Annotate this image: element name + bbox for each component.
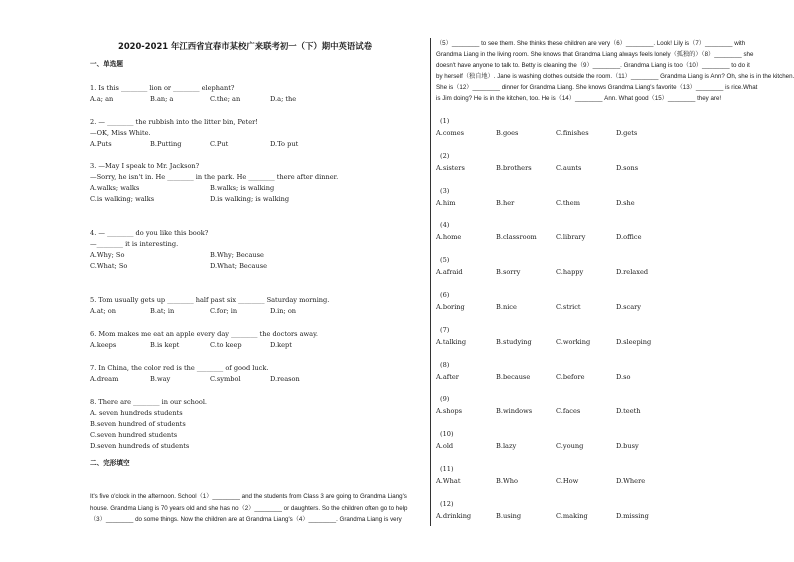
- cloze-option: D.missing: [616, 511, 649, 520]
- cloze-option: A.boring: [436, 303, 465, 311]
- cloze-option: C.How: [556, 477, 579, 485]
- cloze-option: C.young: [556, 442, 584, 451]
- answer-option: C.What; So: [90, 262, 128, 270]
- cloze-option: B.sorry: [496, 268, 521, 277]
- question-stem: —________ it is interesting.: [90, 240, 179, 248]
- cloze-option: D.teeth: [616, 407, 641, 416]
- cloze-question-number: (8): [440, 360, 450, 369]
- answer-option: D.a; the: [270, 95, 297, 103]
- cloze-option: C.finishes: [556, 129, 589, 137]
- answer-option: D.seven hundreds of students: [90, 442, 190, 450]
- cloze-option: A.What: [436, 477, 461, 485]
- question-stem: 1. Is this ________ lion or ________ elephant?: [90, 84, 235, 92]
- answer-option: C.for; in: [210, 307, 238, 315]
- answer-option: C.is walking; walks: [90, 195, 155, 203]
- cloze-option: D.busy: [616, 442, 639, 451]
- answer-option: A.walks; walks: [90, 184, 140, 192]
- cloze-option: C.strict: [556, 303, 581, 311]
- cloze-option: A.after: [436, 372, 459, 381]
- cloze-option: B.studying: [496, 337, 532, 346]
- cloze-option: A.afraid: [436, 268, 463, 277]
- passage-line: She is（12）________ dinner for Grandma Liang. She knows Grandma Liang's favorite（13）________ is rice.What: [436, 84, 758, 91]
- cloze-option: A.home: [436, 233, 462, 242]
- cloze-option: C.aunts: [556, 163, 582, 172]
- cloze-option: D.sons: [616, 163, 639, 172]
- passage-line: doesn't have anyone to talk to. Betty is cleaning the（9）________. Grandma Liang is too（10）________ to do it: [436, 62, 750, 69]
- answer-option: D.To put: [270, 140, 299, 148]
- cloze-question-number: (12): [440, 499, 454, 508]
- answer-option: A.Puts: [90, 140, 112, 148]
- exam-title: 2020-2021 年江西省宜春市某校广来联考初一（下）期中英语试卷: [118, 41, 373, 51]
- answer-option: D.kept: [270, 341, 292, 349]
- cloze-option: B.classroom: [496, 233, 537, 242]
- answer-option: B.walks; is walking: [210, 184, 275, 192]
- passage-line: Grandma Liang in the living room. She knows that Grandma Liang always feels lonely（孤独的）（8）________ she: [436, 51, 754, 58]
- cloze-option: B.nice: [496, 303, 517, 311]
- cloze-option: C.faces: [556, 407, 581, 416]
- answer-option: B.is kept: [150, 341, 180, 349]
- cloze-option: D.gets: [616, 129, 638, 137]
- cloze-option: B.because: [496, 372, 531, 381]
- question-stem: 7. In China, the color red is the ________ of good luck.: [90, 364, 269, 372]
- cloze-question-number: (2): [440, 151, 450, 160]
- cloze-option: A.old: [436, 442, 454, 451]
- question-stem: 5. Tom usually gets up ________ half past six ________ Saturday morning.: [90, 296, 330, 304]
- answer-option: A. seven hundreds students: [90, 409, 183, 417]
- cloze-question-number: (1): [440, 117, 450, 125]
- cloze-option: B.using: [496, 511, 522, 520]
- cloze-question-number: (5): [440, 256, 450, 265]
- passage-line: by herself（独自地）. Jane is washing clothes outside the room.（11）________ Grandma Liang is Ann? Oh, she is in the kitchen.: [436, 73, 794, 80]
- cloze-option: D.scary: [616, 303, 642, 311]
- answer-option: A.dream: [90, 375, 119, 383]
- cloze-option: A.talking: [436, 337, 467, 346]
- question-stem: 6. Mom makes me eat an apple every day ________ the doctors away.: [90, 330, 319, 338]
- answer-option: D.What; Because: [210, 262, 267, 270]
- cloze-option: D.so: [616, 372, 631, 381]
- passage-line: house. Grandma Liang is 70 years old and she has no（2）________ or daughters. So the children often go to help: [90, 504, 408, 512]
- answer-option: A.a; an: [90, 95, 114, 103]
- answer-option: B.at; in: [150, 307, 175, 315]
- cloze-option: A.drinking: [436, 511, 472, 520]
- question-stem: —OK, Miss White.: [90, 129, 151, 137]
- cloze-option: C.making: [556, 511, 588, 520]
- passage-line: （5）________ to see them. She thinks these children are very（6）________. Look! Lily is（7）________ with: [436, 40, 746, 47]
- answer-option: D.reason: [270, 375, 300, 383]
- cloze-option: B.lazy: [496, 442, 517, 451]
- answer-option: B.Why; Because: [210, 251, 264, 259]
- cloze-option: B.brothers: [496, 163, 532, 172]
- cloze-option: B.goes: [496, 129, 519, 137]
- answer-option: A.at; on: [90, 307, 116, 315]
- passage-line: It's five o'clock in the afternoon. School（1）________ and the students from Class 3 are going to Grandma Liang's: [90, 493, 407, 500]
- cloze-option: A.sisters: [436, 163, 465, 172]
- cloze-option: B.her: [496, 198, 515, 207]
- column-divider: [430, 38, 431, 526]
- cloze-option: C.before: [556, 372, 585, 381]
- cloze-option: C.happy: [556, 268, 584, 277]
- cloze-option: D.office: [616, 233, 642, 242]
- question-stem: —Sorry, he isn't in. He ________ in the park. He ________ there after dinner.: [90, 173, 339, 181]
- section-heading-single-choice: 一、单选题: [90, 60, 123, 68]
- cloze-option: C.them: [556, 198, 580, 207]
- cloze-question-number: (3): [440, 186, 450, 195]
- cloze-option: C.working: [556, 337, 591, 346]
- cloze-option: B.windows: [496, 407, 533, 416]
- answer-option: A.keeps: [90, 341, 117, 349]
- cloze-option: B.Who: [496, 477, 518, 485]
- answer-option: B.an; a: [150, 95, 174, 103]
- cloze-option: A.shops: [436, 407, 463, 416]
- question-stem: 8. There are ________ in our school.: [90, 398, 208, 406]
- passage-line: is Jim doing? He is in the kitchen, too. He is（14）________ Ann. What good（15）________ they are!: [436, 95, 722, 102]
- cloze-option: D.relaxed: [616, 268, 649, 277]
- answer-option: B.Putting: [150, 140, 182, 148]
- question-stem: 3. —May I speak to Mr. Jackson?: [90, 162, 200, 170]
- cloze-option: A.him: [436, 198, 456, 207]
- answer-option: C.to keep: [210, 341, 242, 349]
- answer-option: D.in; on: [270, 307, 297, 315]
- cloze-option: D.Where: [616, 477, 646, 485]
- answer-option: A.Why; So: [90, 251, 125, 259]
- cloze-question-number: (6): [440, 291, 450, 299]
- answer-option: C.Put: [210, 140, 229, 148]
- cloze-question-number: (7): [440, 325, 450, 334]
- cloze-question-number: (9): [440, 395, 450, 404]
- answer-option: C.seven hundred students: [90, 431, 178, 439]
- answer-option: C.symbol: [210, 375, 241, 383]
- answer-option: B.way: [150, 375, 171, 383]
- answer-option: D.is walking; is walking: [210, 195, 290, 203]
- cloze-question-number: (4): [440, 221, 450, 230]
- cloze-option: D.sleeping: [616, 337, 652, 346]
- answer-option: B.seven hundred of students: [90, 420, 186, 428]
- section-heading-cloze: 二、完形填空: [90, 459, 130, 467]
- question-stem: 2. — ________ the rubbish into the litter bin, Peter!: [90, 118, 258, 126]
- cloze-option: D.she: [616, 198, 635, 207]
- cloze-option: C.library: [556, 233, 586, 242]
- passage-line: （3）________ do some things. Now the children are at Grandma Liang's（4）________. Grandma Liang is very: [90, 516, 402, 523]
- question-stem: 4. — ________ do you like this book?: [90, 229, 209, 237]
- cloze-question-number: (11): [440, 465, 454, 473]
- answer-option: C.the; an: [210, 95, 241, 103]
- cloze-question-number: (10): [440, 430, 454, 439]
- cloze-option: A.comes: [436, 129, 465, 137]
